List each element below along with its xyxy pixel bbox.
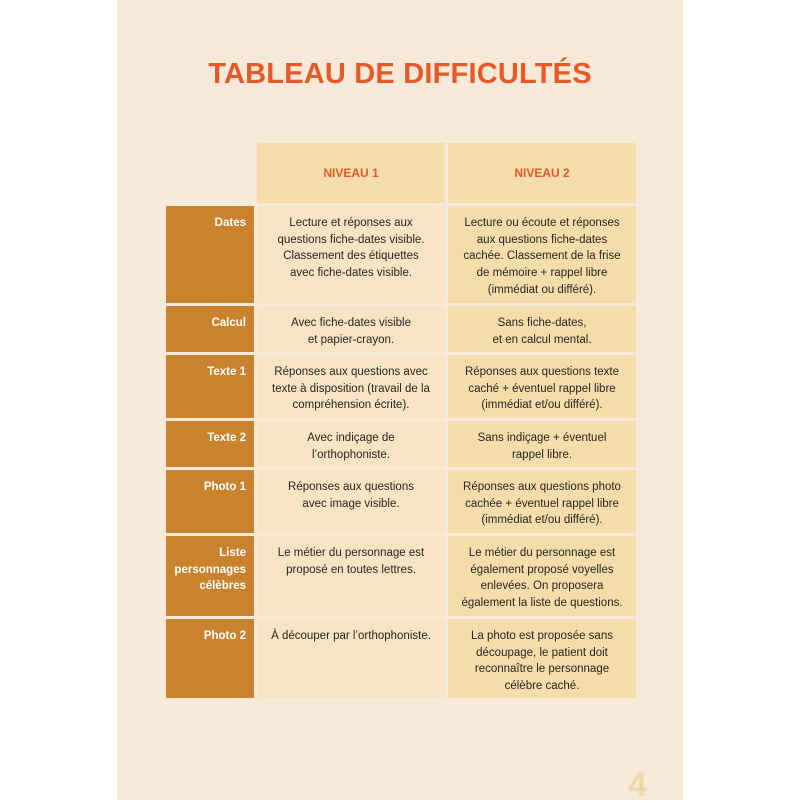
row-label: Photo 1	[166, 470, 254, 533]
cell-line: également proposé voyelles	[470, 563, 614, 576]
row-label: Photo 2	[166, 619, 254, 698]
column-header-niveau-1: NIVEAU 1	[257, 143, 445, 203]
cell-line: compréhension écrite).	[292, 399, 410, 412]
cell-line: également la liste de questions.	[461, 597, 623, 610]
row-label: Calcul	[166, 306, 254, 352]
cell-niveau-1	[257, 470, 445, 533]
cell-line: Réponses aux questions texte	[464, 366, 620, 378]
cell-line: rappel libre.	[511, 448, 573, 461]
cell-line: cachée. Classement de la frise	[463, 250, 621, 263]
cell-line: (immédiat et/ou différé).	[481, 399, 603, 412]
cell-niveau-2	[448, 536, 636, 616]
cell-niveau-2	[448, 619, 636, 698]
difficulty-table	[166, 143, 636, 698]
cell-line: Réponses aux questions photo	[463, 481, 621, 493]
table-corner	[166, 143, 254, 203]
cell-line: Lecture et réponses aux	[289, 217, 413, 229]
cell-line: caché + éventuel rappel libre	[468, 382, 616, 395]
cell-line: enlevées. On proposera	[480, 580, 604, 593]
cell-niveau-2	[448, 421, 636, 467]
column-header-niveau-2: NIVEAU 2	[448, 143, 636, 203]
cell-line: Sans indiçage + éventuel	[477, 432, 607, 444]
cell-line: et papier-crayon.	[307, 333, 395, 346]
cell-line: La photo est proposée sans	[471, 630, 613, 642]
row-label	[166, 536, 254, 616]
cell-line: Réponses aux questions avec	[274, 366, 428, 378]
cell-line: À découper par l’orthophoniste.	[271, 630, 431, 642]
cell-line: Liste	[219, 547, 246, 559]
cell-line: texte à disposition (travail de la	[272, 382, 430, 395]
row-label: Dates	[166, 206, 254, 303]
cell-niveau-1	[257, 619, 445, 698]
cell-line: cachée + éventuel rappel libre	[465, 497, 619, 510]
page-title: TABLEAU DE DIFFICULTÉS	[208, 58, 592, 90]
cell-line: découpage, le patient doit	[476, 646, 608, 659]
row-label: Texte 1	[166, 355, 254, 418]
cell-line: proposé en toutes lettres.	[286, 563, 416, 576]
cell-niveau-1	[257, 206, 445, 303]
cell-line: célèbres	[199, 580, 246, 593]
cell-niveau-1	[257, 355, 445, 418]
cell-line: célèbre caché.	[504, 680, 580, 693]
cell-line: et en calcul mental.	[492, 333, 592, 346]
cell-line: Le métier du personnage est	[468, 547, 616, 559]
cell-line: aux questions fiche-dates	[476, 233, 608, 246]
row-label: Texte 2	[166, 421, 254, 467]
cell-line: questions fiche-dates visible.	[277, 233, 425, 246]
cell-line: Sans fiche-dates,	[497, 317, 587, 329]
cell-line: (immédiat et/ou différé).	[481, 514, 603, 527]
cell-line: l’orthophoniste.	[312, 448, 390, 461]
cell-line: avec image visible.	[302, 497, 400, 510]
cell-niveau-1	[257, 421, 445, 467]
cell-line: Lecture ou écoute et réponses	[464, 217, 620, 229]
cell-line: de mémoire + rappel libre	[476, 267, 608, 280]
cell-niveau-2	[448, 355, 636, 418]
cell-niveau-1	[257, 306, 445, 352]
cell-niveau-1	[257, 536, 445, 616]
cell-line: personnages	[174, 563, 246, 576]
cell-line: reconnaître le personnage	[474, 663, 610, 676]
cell-niveau-2	[448, 470, 636, 533]
page-number: 4	[628, 766, 647, 804]
cell-niveau-2	[448, 306, 636, 352]
cell-line: Avec indiçage de	[307, 432, 395, 444]
cell-line: Réponses aux questions	[288, 481, 414, 493]
cell-niveau-2	[448, 206, 636, 303]
cell-line: (immédiat ou différé).	[487, 283, 597, 296]
cell-line: avec fiche-dates visible.	[289, 267, 413, 280]
cell-line: Le métier du personnage est	[277, 547, 425, 559]
cell-line: Avec fiche-dates visible	[291, 317, 411, 329]
cell-line: Classement des étiquettes	[283, 250, 419, 263]
